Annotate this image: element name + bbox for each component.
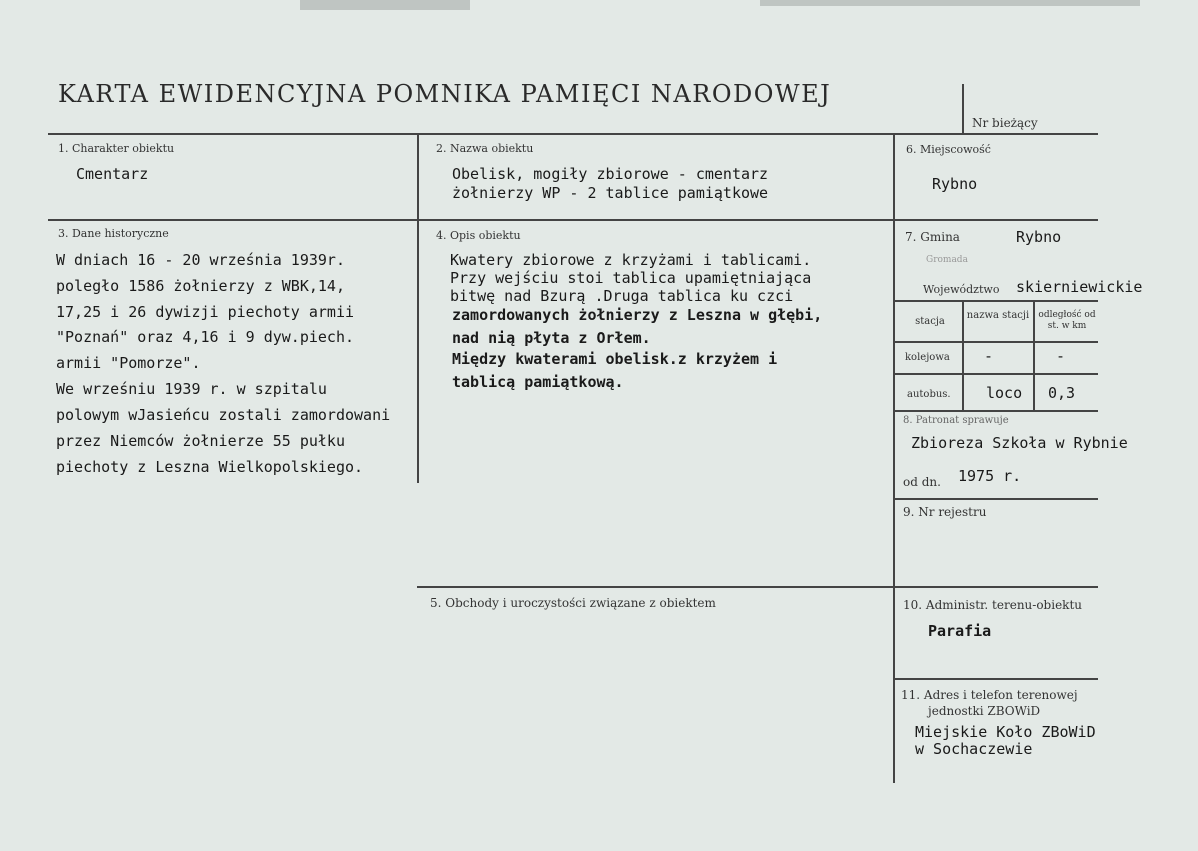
divider: [962, 84, 964, 134]
scan-smudge: [760, 0, 1140, 6]
station-row-name: kolejowa: [905, 352, 950, 363]
field-3-line: 17,25 i 26 dywizji piechoty armii: [56, 303, 355, 321]
field-10-value: Parafia: [928, 622, 992, 640]
field-4-label: 4. Opis obiektu: [436, 229, 521, 242]
scan-smudge: [300, 0, 470, 10]
station-row-distance: -: [1056, 347, 1066, 365]
gmina-value: Rybno: [1016, 228, 1062, 246]
field-1-value: Cmentarz: [76, 165, 149, 183]
divider: [893, 300, 1098, 302]
station-header: stacja: [915, 316, 945, 327]
divider: [893, 410, 1098, 412]
field-4-line: Przy wejściu stoi tablica upamiętniająca: [450, 269, 812, 287]
gromada-label: Gromada: [926, 255, 968, 265]
field-4-line: bitwę nad Bzurą .Druga tablica ku czci: [450, 287, 794, 305]
divider: [893, 678, 1098, 680]
field-3-line: poległo 1586 żołnierzy z WBK,14,: [56, 277, 345, 295]
divider: [962, 300, 964, 410]
field-11-label: 11. Adres i telefon terenowej: [901, 688, 1078, 702]
field-9-label: 9. Nr rejestru: [903, 505, 987, 519]
field-3-line: armii "Pomorze".: [56, 354, 201, 372]
field-3-line: piechoty z Leszna Wielkopolskiego.: [56, 458, 364, 476]
field-4-line: Kwatery zbiorowe z krzyżami i tablicami.: [450, 251, 812, 269]
distance-header: odległość od st. w km: [1038, 310, 1096, 331]
field-3-label: 3. Dane historyczne: [58, 227, 169, 240]
od-dn-value: 1975 r.: [958, 467, 1022, 485]
divider: [893, 341, 1098, 343]
field-4-line: tablicą pamiątkową.: [452, 373, 624, 391]
field-10-label: 10. Administr. terenu-obiektu: [903, 598, 1082, 612]
divider: [893, 373, 1098, 375]
card-title: KARTA EWIDENCYJNA POMNIKA PAMIĘCI NARODOWEJ: [58, 80, 832, 108]
field-6-value: Rybno: [932, 175, 978, 193]
field-4-line: zamordowanych żołnierzy z Leszna w głębi,: [452, 306, 823, 324]
field-3-line: przez Niemców żołnierze 55 pułku: [56, 432, 345, 450]
field-3-line: polowym wJasieńcu zostali zamordowani: [56, 406, 391, 424]
field-8-label: 8. Patronat sprawuje: [903, 415, 1009, 426]
divider: [893, 586, 1098, 588]
station-row-name: autobus.: [907, 389, 951, 400]
station-row-distance: 0,3: [1048, 384, 1076, 402]
field-11-line: Miejskie Koło ZBoWiD: [915, 723, 1096, 741]
field-2-line: żołnierzy WP - 2 tablice pamiątkowe: [452, 184, 769, 202]
field-2-line: Obelisk, mogiły zbiorowe - cmentarz: [452, 165, 769, 183]
field-4-line: Między kwaterami obelisk.z krzyżem i: [452, 350, 778, 368]
station-row-value: -: [984, 347, 994, 365]
field-3-line: We wrześniu 1939 r. w szpitalu: [56, 380, 327, 398]
field-3-line: W dniach 16 - 20 września 1939r.: [56, 251, 345, 269]
field-1-label: 1. Charakter obiektu: [58, 142, 175, 155]
wojewodztwo-value: skierniewickie: [1016, 278, 1143, 296]
field-5-label: 5. Obchody i uroczystości związane z obiektem: [430, 596, 716, 610]
field-7-label: 7. Gmina: [905, 230, 960, 244]
field-4-line: nad nią płyta z Orłem.: [452, 329, 651, 347]
divider: [417, 133, 419, 483]
field-3-line: "Poznań" oraz 4,16 i 9 dyw.piech.: [56, 328, 355, 346]
field-6-label: 6. Miejscowość: [906, 143, 991, 156]
od-dn-label: od dn.: [903, 475, 941, 489]
patronat-value: Zbioreza Szkoła w Rybnie: [911, 434, 1128, 452]
divider: [48, 133, 1098, 135]
wojewodztwo-label: Województwo: [923, 283, 1000, 296]
field-11-label-sub: jednostki ZBOWiD: [928, 704, 1041, 718]
station-name-header: nazwa stacji: [966, 310, 1030, 321]
station-row-value: loco: [986, 384, 1023, 402]
divider: [1033, 300, 1035, 410]
field-11-line: w Sochaczewie: [915, 740, 1033, 758]
divider: [893, 133, 895, 783]
field-2-label: 2. Nazwa obiektu: [436, 142, 534, 155]
divider: [48, 219, 1098, 221]
nr-biezacy-label: Nr bieżący: [972, 116, 1038, 130]
divider: [893, 498, 1098, 500]
